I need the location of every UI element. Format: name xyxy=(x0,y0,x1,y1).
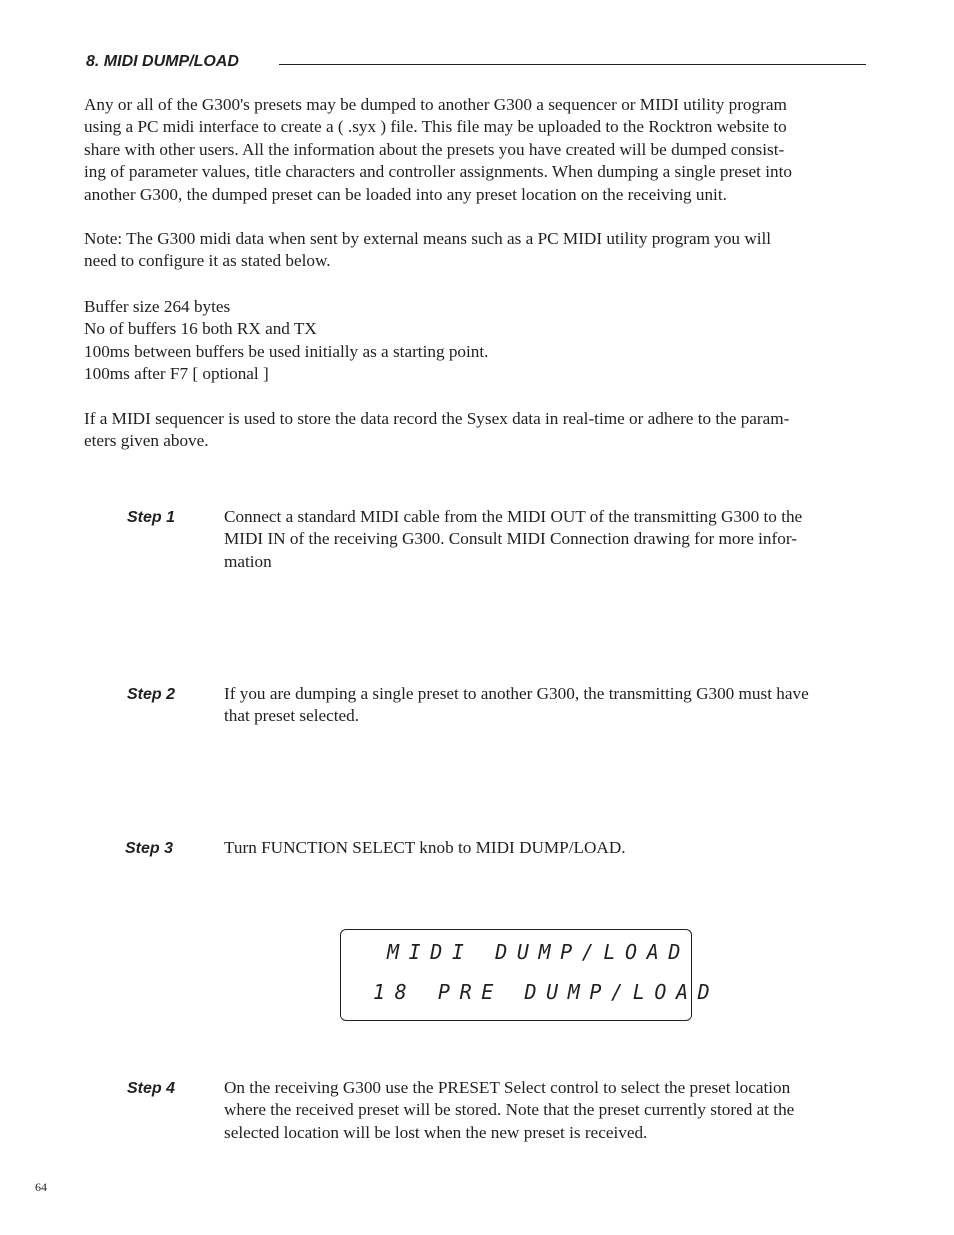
sequencer-line: eters given above. xyxy=(84,431,209,451)
step-2-label: Step 2 xyxy=(127,686,176,703)
settings-list xyxy=(84,296,874,386)
step-line: where the received preset will be stored. Note that the preset currently stored at the xyxy=(224,1100,795,1120)
step-line: Turn FUNCTION SELECT knob to MIDI DUMP/LOAD. xyxy=(224,838,626,857)
intro-line: ing of parameter values, title characters and controller assignments. When dumping a single preset into xyxy=(84,162,792,182)
settings-item: No of buffers 16 both RX and TX xyxy=(84,319,317,339)
page-number: 64 xyxy=(35,1180,47,1194)
step-1-text xyxy=(224,506,874,573)
settings-item: Buffer size 264 bytes xyxy=(84,297,231,316)
intro-paragraph xyxy=(84,94,874,206)
step-4-label: Step 4 xyxy=(127,1080,176,1097)
step-line: mation xyxy=(224,551,272,571)
intro-line: share with other users. All the information about the presets you have created will be dumped consist- xyxy=(84,139,785,159)
settings-item: 100ms after F7 [ optional ] xyxy=(84,364,269,384)
intro-line: using a PC midi interface to create a ( .syx ) file. This file may be uploaded to the Rocktron website to xyxy=(84,117,787,137)
intro-line: Any or all of the G300's presets may be dumped to another G300 a sequencer or MIDI utility program xyxy=(84,95,787,114)
step-3-label: Step 3 xyxy=(125,840,174,857)
section-heading-row xyxy=(86,52,866,74)
step-2-text xyxy=(224,683,874,728)
section-heading: 8. MIDI DUMP/LOAD xyxy=(86,53,239,70)
step-line: that preset selected. xyxy=(224,706,360,726)
intro-line: another G300, the dumped preset can be loaded into any preset location on the receiving unit. xyxy=(84,184,727,204)
sequencer-paragraph xyxy=(84,408,874,453)
note-line: Note: The G300 midi data when sent by external means such as a PC MIDI utility program you will xyxy=(84,229,772,248)
heading-rule xyxy=(279,64,866,65)
step-line: selected location will be lost when the new preset is received. xyxy=(224,1122,648,1142)
step-1-label: Step 1 xyxy=(127,509,176,526)
settings-item: 100ms between buffers be used initially as a starting point. xyxy=(84,341,489,361)
lcd-display xyxy=(340,929,720,1021)
step-line: MIDI IN of the receiving G300. Consult MIDI Connection drawing for more infor- xyxy=(224,529,797,549)
note-line: need to configure it as stated below. xyxy=(84,251,331,271)
step-3-text xyxy=(224,837,874,859)
lcd-line-2: 18 PRE DUMP/LOAD xyxy=(373,980,720,1004)
step-4-text xyxy=(224,1077,874,1144)
step-line: Connect a standard MIDI cable from the MIDI OUT of the transmitting G300 to the xyxy=(224,507,803,526)
lcd-line-1: MIDI DUMP/LOAD xyxy=(387,940,690,964)
step-line: If you are dumping a single preset to another G300, the transmitting G300 must have xyxy=(224,684,809,703)
sequencer-line: If a MIDI sequencer is used to store the data record the Sysex data in real-time or adhere to the param- xyxy=(84,409,790,428)
step-line: On the receiving G300 use the PRESET Select control to select the preset location xyxy=(224,1078,791,1097)
note-paragraph xyxy=(84,228,874,273)
